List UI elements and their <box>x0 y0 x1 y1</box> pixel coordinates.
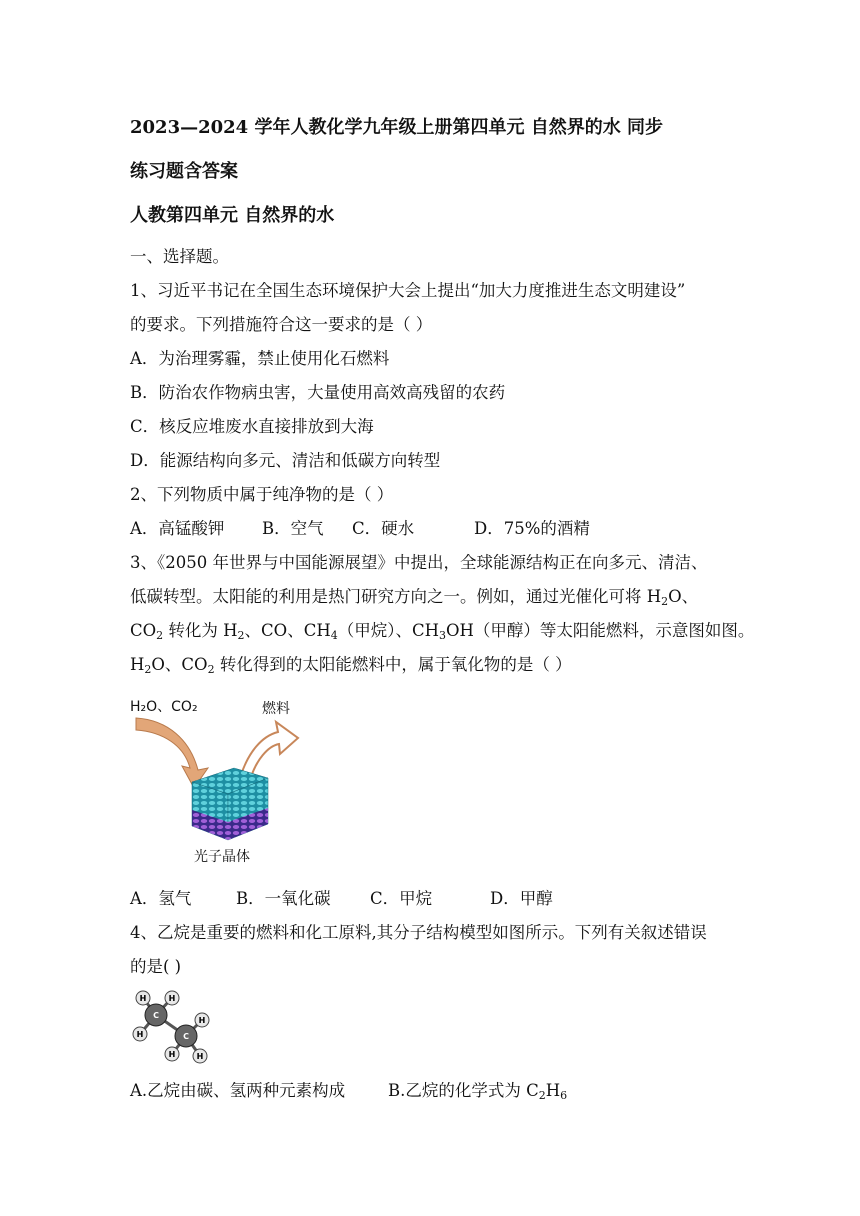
document-title-line1: 2023—2024 学年人教化学九年级上册第四单元 自然界的水 同步 <box>130 117 663 138</box>
atom-label: H <box>139 994 147 1003</box>
q3-option-a: A．氢气 <box>130 889 192 908</box>
q3-stem-line2: 低碳转型。太阳能的利用是热门研究方向之一。例如，通过光催化可将 $H_2O$、 <box>130 587 699 608</box>
document-title-line2: 练习题含答案 <box>130 161 238 182</box>
figure-input-label: H₂O、CO₂ <box>130 699 198 715</box>
q4-option-a: A.乙烷由碳、氢两种元素构成 <box>130 1081 346 1100</box>
input-arrow-icon <box>136 718 208 788</box>
figure-output-label: 燃料 <box>262 701 290 717</box>
q2-option-a: A．高锰酸钾 <box>130 519 225 538</box>
atom-label: H <box>168 1050 176 1059</box>
q3-stem-line1: 3、《2050 年世界与中国能源展望》中提出，全球能源结构正在向多元、清洁、 <box>130 553 708 572</box>
atom-label: H <box>168 994 176 1003</box>
q1-stem-line1: 1、习近平书记在全国生态环境保护大会上提出“加大力度推进生态文明建设” <box>130 281 686 300</box>
q3-stem-line4: $H_2O$、$CO_2$ 转化得到的太阳能燃料中，属于氧化物的是（ ） <box>130 655 572 676</box>
q3-option-b: B．一氧化碳 <box>236 889 331 908</box>
q3-option-d: D．甲醇 <box>490 889 553 908</box>
atom-label: C <box>183 1032 189 1041</box>
atom-label: H <box>198 1016 206 1025</box>
q3-option-c: C．甲烷 <box>370 889 433 908</box>
q2-stem: 2、下列物质中属于纯净物的是（ ） <box>130 485 394 504</box>
atom-label: H <box>196 1052 204 1061</box>
q4-stem-line1: 4、乙烷是重要的燃料和化工原料,其分子结构模型如图所示。下列有关叙述错误 <box>130 923 707 942</box>
crystal-diagram <box>128 710 308 860</box>
unit-title: 人教第四单元 自然界的水 <box>130 205 335 226</box>
q2-option-b: B．空气 <box>262 519 324 538</box>
photonic-crystal-figure <box>128 690 308 870</box>
q1-option-d: D．能源结构向多元、清洁和低碳方向转型 <box>130 451 441 470</box>
q3-stem-line3: $CO_2$ 转化为 $H_2$、CO、$CH_4$（甲烷）、$CH_3OH$（甲醇）等太阳能燃料，示意图如图。 <box>130 621 755 642</box>
q2-option-c: C．硬水 <box>352 519 415 538</box>
q4-option-b: B.乙烷的化学式为 $C_2H_6$ <box>388 1081 568 1102</box>
section-heading: 一、选择题。 <box>130 247 229 266</box>
atom-label: C <box>153 1011 159 1020</box>
q4-stem-line2: 的是( ) <box>130 957 182 976</box>
q1-option-b: B．防治农作物病虫害，大量使用高效高残留的农药 <box>130 383 506 402</box>
ethane-molecule-model <box>128 988 218 1068</box>
atom-label: H <box>136 1030 144 1039</box>
q1-option-a: A．为治理雾霾，禁止使用化石燃料 <box>130 349 390 368</box>
output-arrow-icon <box>240 722 298 780</box>
q2-option-d: D．75%的酒精 <box>474 519 590 538</box>
q1-stem-line2: 的要求。下列措施符合这一要求的是（ ） <box>130 315 433 334</box>
q1-option-c: C．核反应堆废水直接排放到大海 <box>130 417 374 436</box>
figure-crystal-label: 光子晶体 <box>194 849 250 865</box>
